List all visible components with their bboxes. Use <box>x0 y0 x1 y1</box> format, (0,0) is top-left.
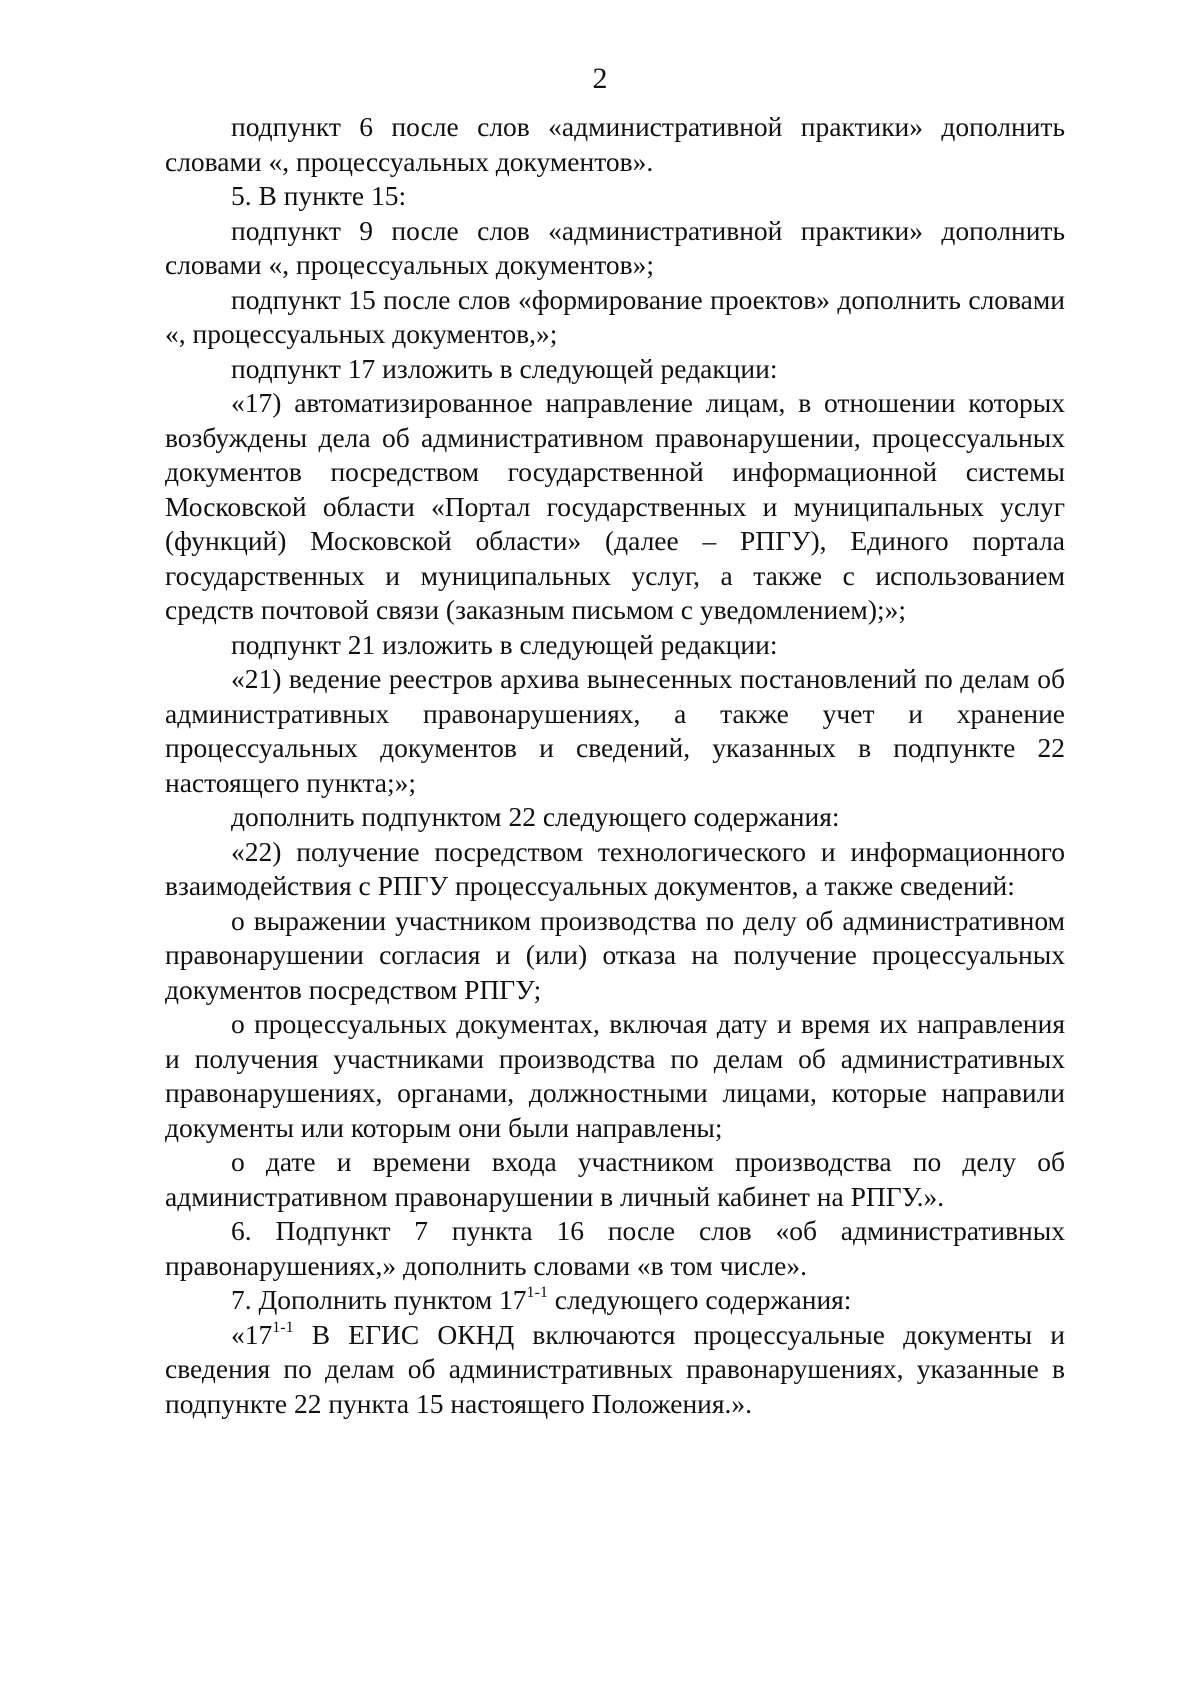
paragraph: «17) автоматизированное направление лицам, в отношении которых возбуждены дела об административном правонарушении, процессуальных документов посредством государственной информационной системы Московской области «Портал государственных и муниципальных услуг (функций) Московской области» (далее – РПГУ), Единого портала государственных и муниципальных услуг, а также с использованием средств почтовой связи (заказным письмом с уведомлением);»; <box>165 387 1065 625</box>
paragraph-text-before: 7. Дополнить пунктом 17 <box>231 1284 527 1315</box>
paragraph: о дате и времени входа участником производства по делу об административном правонарушении в личный кабинет на РПГУ.». <box>165 1146 1065 1212</box>
paragraph: о выражении участником производства по делу об административном правонарушении согласия и (или) отказа на получение процессуальных документов посредством РПГУ; <box>165 904 1065 1005</box>
paragraph: 6. Подпункт 7 пункта 16 после слов «об административных правонарушениях,» дополнить словами «в том числе». <box>165 1215 1065 1281</box>
paragraph: о процессуальных документах, включая дату и время их направления и получения участниками производства по делам об административных правонарушениях, органами, должностными лицами, которые направили документы или которым они были направлены; <box>165 1008 1065 1143</box>
paragraph: «21) ведение реестров архива вынесенных постановлений по делам об административных правонарушениях, а также учет и хранение процессуальных документов и сведений, указанных в подпункте 22 настоящего пункта;»; <box>165 663 1065 798</box>
superscript: 1-1 <box>272 1318 294 1336</box>
paragraph-text-before: «17 <box>231 1318 273 1350</box>
paragraph: 5. В пункте 15: <box>231 180 407 211</box>
paragraph-text-after: следующего содержания: <box>547 1284 852 1315</box>
paragraph: подпункт 6 после слов «административной практики» дополнить словами «, процессуальных документов». <box>165 111 1065 177</box>
paragraph-text-after: В ЕГИС ОКНД включаются процессуальные документы и сведения по делам об административных правонарушениях, указанные в подпункте 22 пункта 15 настоящего Положения.». <box>165 1318 1065 1419</box>
superscript: 1-1 <box>526 1284 548 1301</box>
paragraph: подпункт 15 после слов «формирование проектов» дополнить словами «, процессуальных документов,»; <box>165 283 1065 349</box>
paragraph <box>165 1318 1065 1422</box>
paragraph <box>165 1283 1065 1318</box>
page-number: 2 <box>592 62 608 95</box>
document-body <box>165 110 1065 1421</box>
paragraph: дополнить подпунктом 22 следующего содержания: <box>231 801 840 832</box>
paragraph: подпункт 21 изложить в следующей редакции: <box>231 628 778 660</box>
paragraph: «22) получение посредством технологического и информационного взаимодействия с РПГУ процессуальных документов, а также сведений: <box>165 835 1065 901</box>
paragraph: подпункт 9 после слов «административной практики» дополнить словами «, процессуальных документов»; <box>165 214 1065 280</box>
paragraph: подпункт 17 изложить в следующей редакции: <box>231 352 778 384</box>
